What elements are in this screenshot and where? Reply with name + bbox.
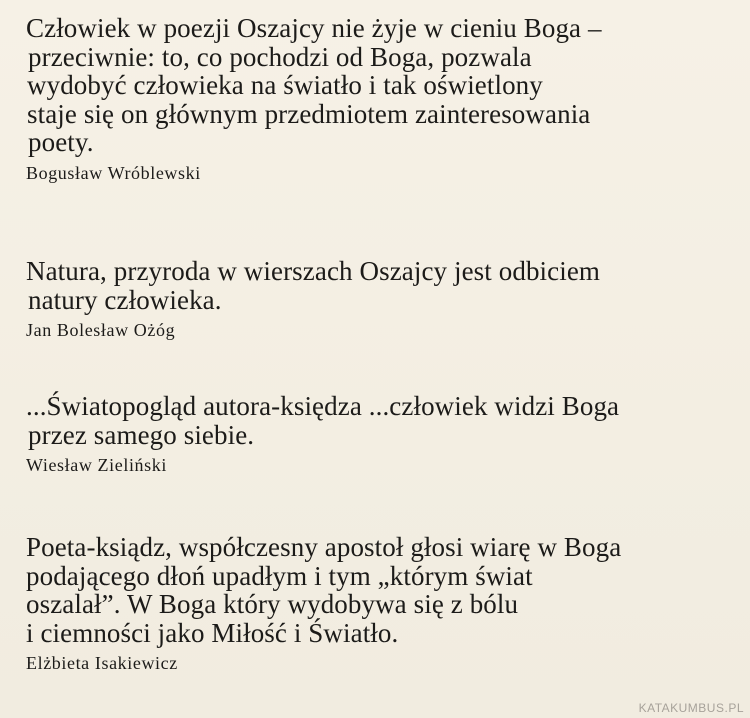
quote-line: oszalał”. W Boga który wydobywa się z bólu	[26, 589, 519, 619]
quote-author: Jan Bolesław Ożóg	[26, 320, 176, 340]
quote-line: ...Światopogląd autora-księdza ...człowiek widzi Boga	[26, 391, 620, 421]
quote-line: Natura, przyroda w wierszach Oszajcy jest odbiciem	[26, 256, 601, 286]
quote-zielinski	[26, 392, 741, 476]
quote-line: przeciwnie: to, co pochodzi od Boga, pozwala	[28, 41, 532, 72]
quote-line: Poeta-ksiądz, współczesny apostoł głosi wiarę w Boga	[26, 532, 622, 562]
quote-line: i ciemności jako Miłość i Światło.	[26, 617, 399, 648]
quote-line: staje się on głównym przedmiotem zainteresowania	[27, 98, 591, 129]
quote-author: Wiesław Zieliński	[26, 455, 167, 475]
quote-author: Elżbieta Isakiewicz	[26, 653, 178, 673]
quote-line: Człowiek w poezji Oszajcy nie żyje w cieniu Boga –	[26, 13, 602, 43]
quote-isakiewicz	[26, 533, 741, 674]
quote-line: wydobyć człowieka na światło i tak oświetlony	[27, 70, 543, 100]
quote-author: Bogusław Wróblewski	[26, 162, 201, 183]
quote-ozog	[26, 257, 741, 341]
quote-line: przez samego siebie.	[28, 419, 255, 450]
quote-line: poety.	[28, 127, 94, 157]
quote-line: natury człowieka.	[28, 284, 222, 315]
quote-line: podającego dłoń upadłym i tym „którym świat	[26, 560, 533, 591]
quote-wroblewski	[26, 14, 741, 184]
site-watermark: KATAKUMBUS.PL	[638, 701, 744, 715]
